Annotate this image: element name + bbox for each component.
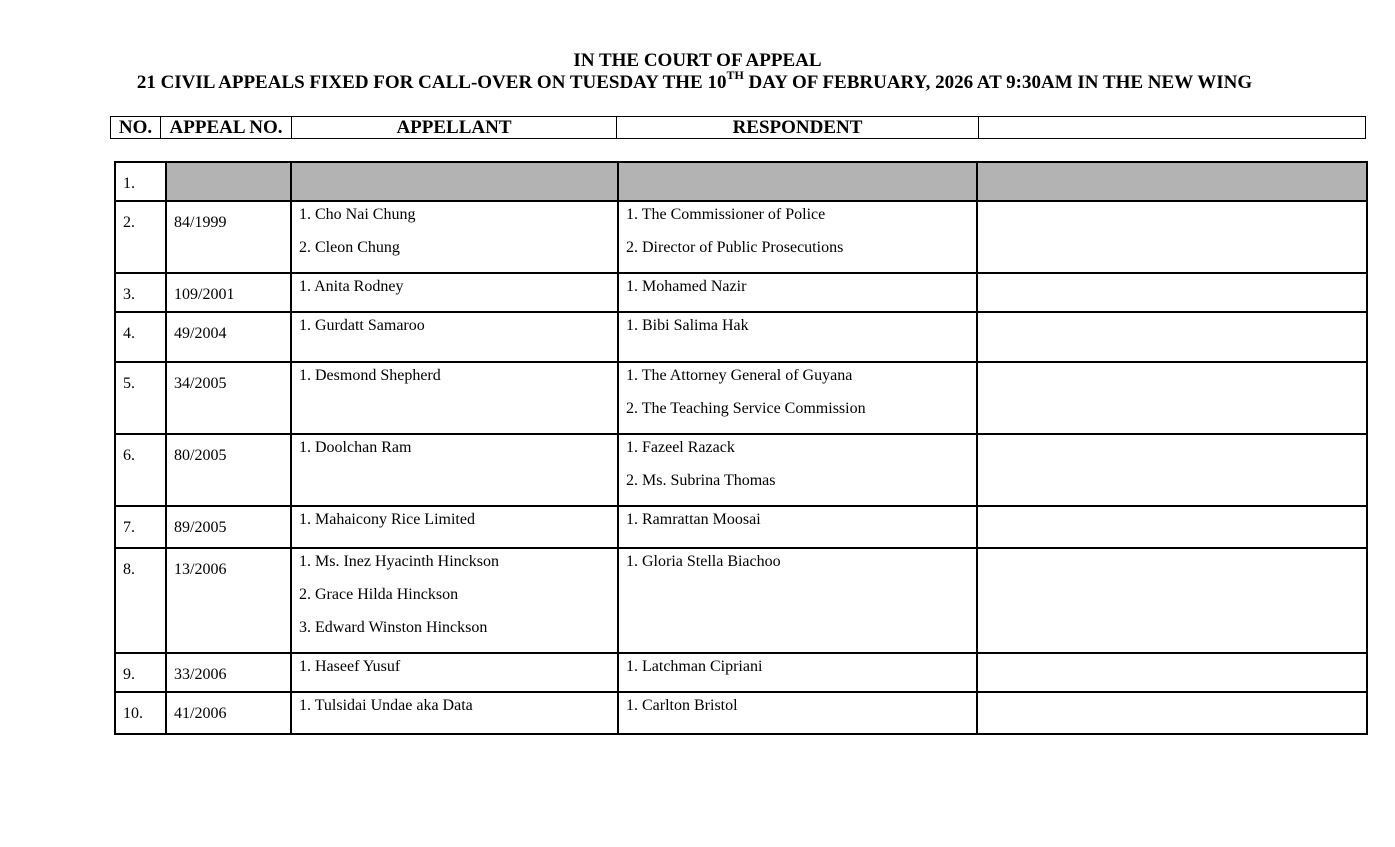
table-row <box>115 312 1367 362</box>
appellant-cell <box>291 692 618 734</box>
respondent-cell <box>618 162 977 201</box>
appellant-list <box>299 317 610 350</box>
respondent-cell <box>618 434 977 506</box>
row-number: 7. <box>115 506 166 548</box>
appellant-name: 2. Grace Hilda Hinckson <box>299 586 459 603</box>
table-row <box>115 653 1367 692</box>
row-number: 4. <box>115 312 166 362</box>
respondent-name: 1. Bibi Salima Hak <box>626 317 749 334</box>
remarks-cell <box>977 434 1367 506</box>
appellant-list <box>299 278 610 311</box>
remarks-cell <box>977 201 1367 273</box>
appellant-cell <box>291 312 618 362</box>
appellant-cell <box>291 201 618 273</box>
remarks-cell <box>977 692 1367 734</box>
respondent-name: 2. The Teaching Service Commission <box>626 400 866 417</box>
appellant-name: 1. Haseef Yusuf <box>299 658 401 675</box>
appeal-number <box>166 162 291 201</box>
respondent-list <box>626 439 969 505</box>
respondent-cell <box>618 273 977 312</box>
column-header-row <box>111 117 1366 139</box>
appellant-name: 1. Doolchan Ram <box>299 439 412 456</box>
table-row <box>115 692 1367 734</box>
listing-title-prefix: 21 CIVIL APPEALS FIXED FOR CALL-OVER ON TUESDAY THE 10 <box>136 72 727 93</box>
table-row <box>115 434 1367 506</box>
table-row <box>115 362 1367 434</box>
table-row <box>115 548 1367 653</box>
remarks-cell <box>977 506 1367 548</box>
row-number: 2. <box>115 201 166 273</box>
respondent-list <box>626 658 969 691</box>
appellant-name: 1. Cho Nai Chung <box>299 206 416 223</box>
appellant-cell <box>291 653 618 692</box>
respondent-list <box>626 206 969 272</box>
respondent-name: 1. The Commissioner of Police <box>626 206 826 223</box>
listing-title-suffix: DAY OF FEBRUARY, 2026 AT 9:30AM IN THE NEW WING <box>743 72 1253 93</box>
respondent-list <box>626 511 969 544</box>
appellant-name: 1. Anita Rodney <box>299 278 404 295</box>
appellant-list <box>299 206 610 272</box>
appeal-number: 84/1999 <box>166 201 291 273</box>
row-number: 3. <box>115 273 166 312</box>
remarks-cell <box>977 548 1367 653</box>
appeals-table <box>114 161 1368 735</box>
appellant-name: 1. Mahaicony Rice Limited <box>299 511 475 528</box>
header-appeal-no: APPEAL NO. <box>161 117 292 139</box>
respondent-cell <box>618 312 977 362</box>
table-row <box>115 201 1367 273</box>
respondent-cell <box>618 548 977 653</box>
appeals-table-body <box>115 162 1367 734</box>
row-number: 1. <box>115 162 166 201</box>
appeal-number: 34/2005 <box>166 362 291 434</box>
appeal-number: 13/2006 <box>166 548 291 653</box>
appellant-name: 3. Edward Winston Hinckson <box>299 619 488 636</box>
header-extra <box>979 117 1366 139</box>
appellant-list <box>299 697 610 730</box>
respondent-list <box>626 553 969 586</box>
appeal-number: 80/2005 <box>166 434 291 506</box>
respondent-cell <box>618 653 977 692</box>
respondent-name: 1. Fazeel Razack <box>626 439 735 456</box>
appellant-name: 1. Ms. Inez Hyacinth Hinckson <box>299 553 499 570</box>
header-respondent: RESPONDENT <box>617 117 979 139</box>
respondent-cell <box>618 506 977 548</box>
appellant-cell <box>291 506 618 548</box>
row-number: 6. <box>115 434 166 506</box>
appellant-cell <box>291 434 618 506</box>
respondent-name: 1. Mohamed Nazir <box>626 278 747 295</box>
remarks-cell <box>977 162 1367 201</box>
table-row <box>115 162 1367 201</box>
listing-title-ordinal: TH <box>726 67 744 82</box>
appellant-cell <box>291 362 618 434</box>
appeal-number: 41/2006 <box>166 692 291 734</box>
row-number: 8. <box>115 548 166 653</box>
respondent-name: 1. Carlton Bristol <box>626 697 738 714</box>
respondent-cell <box>618 362 977 434</box>
appellant-list <box>299 553 610 652</box>
appeal-number: 109/2001 <box>166 273 291 312</box>
respondent-name: 1. The Attorney General of Guyana <box>626 367 853 384</box>
remarks-cell <box>977 273 1367 312</box>
court-title: IN THE COURT OF APPEAL <box>573 50 822 71</box>
header-no: NO. <box>111 117 161 139</box>
remarks-cell <box>977 653 1367 692</box>
row-number: 10. <box>115 692 166 734</box>
appellant-cell <box>291 273 618 312</box>
respondent-list <box>626 697 969 730</box>
appellant-name: 1. Gurdatt Samaroo <box>299 317 425 334</box>
table-row <box>115 506 1367 548</box>
respondent-list <box>626 367 969 433</box>
appellant-name: 2. Cleon Chung <box>299 239 400 256</box>
respondent-name: 1. Latchman Cipriani <box>626 658 763 675</box>
appellant-list <box>299 511 610 544</box>
listing-title <box>0 67 1392 94</box>
respondent-name: 2. Director of Public Prosecutions <box>626 239 844 256</box>
appellant-name: 1. Tulsidai Undae aka Data <box>299 697 473 714</box>
appeal-number: 33/2006 <box>166 653 291 692</box>
respondent-name: 1. Ramrattan Moosai <box>626 511 761 528</box>
appellant-list <box>299 367 610 400</box>
remarks-cell <box>977 362 1367 434</box>
appellant-cell <box>291 162 618 201</box>
row-number: 9. <box>115 653 166 692</box>
appeal-number: 89/2005 <box>166 506 291 548</box>
respondent-name: 1. Gloria Stella Biachoo <box>626 553 781 570</box>
respondent-name: 2. Ms. Subrina Thomas <box>626 472 776 489</box>
appellant-name: 1. Desmond Shepherd <box>299 367 441 384</box>
table-row <box>115 273 1367 312</box>
column-header-table <box>110 116 1366 139</box>
respondent-list <box>626 278 969 311</box>
respondent-list <box>626 317 969 350</box>
respondent-cell <box>618 201 977 273</box>
appellant-cell <box>291 548 618 653</box>
remarks-cell <box>977 312 1367 362</box>
appellant-list <box>299 439 610 472</box>
appellant-list <box>299 658 610 691</box>
row-number: 5. <box>115 362 166 434</box>
appeal-number: 49/2004 <box>166 312 291 362</box>
respondent-cell <box>618 692 977 734</box>
header-appellant: APPELLANT <box>292 117 617 139</box>
